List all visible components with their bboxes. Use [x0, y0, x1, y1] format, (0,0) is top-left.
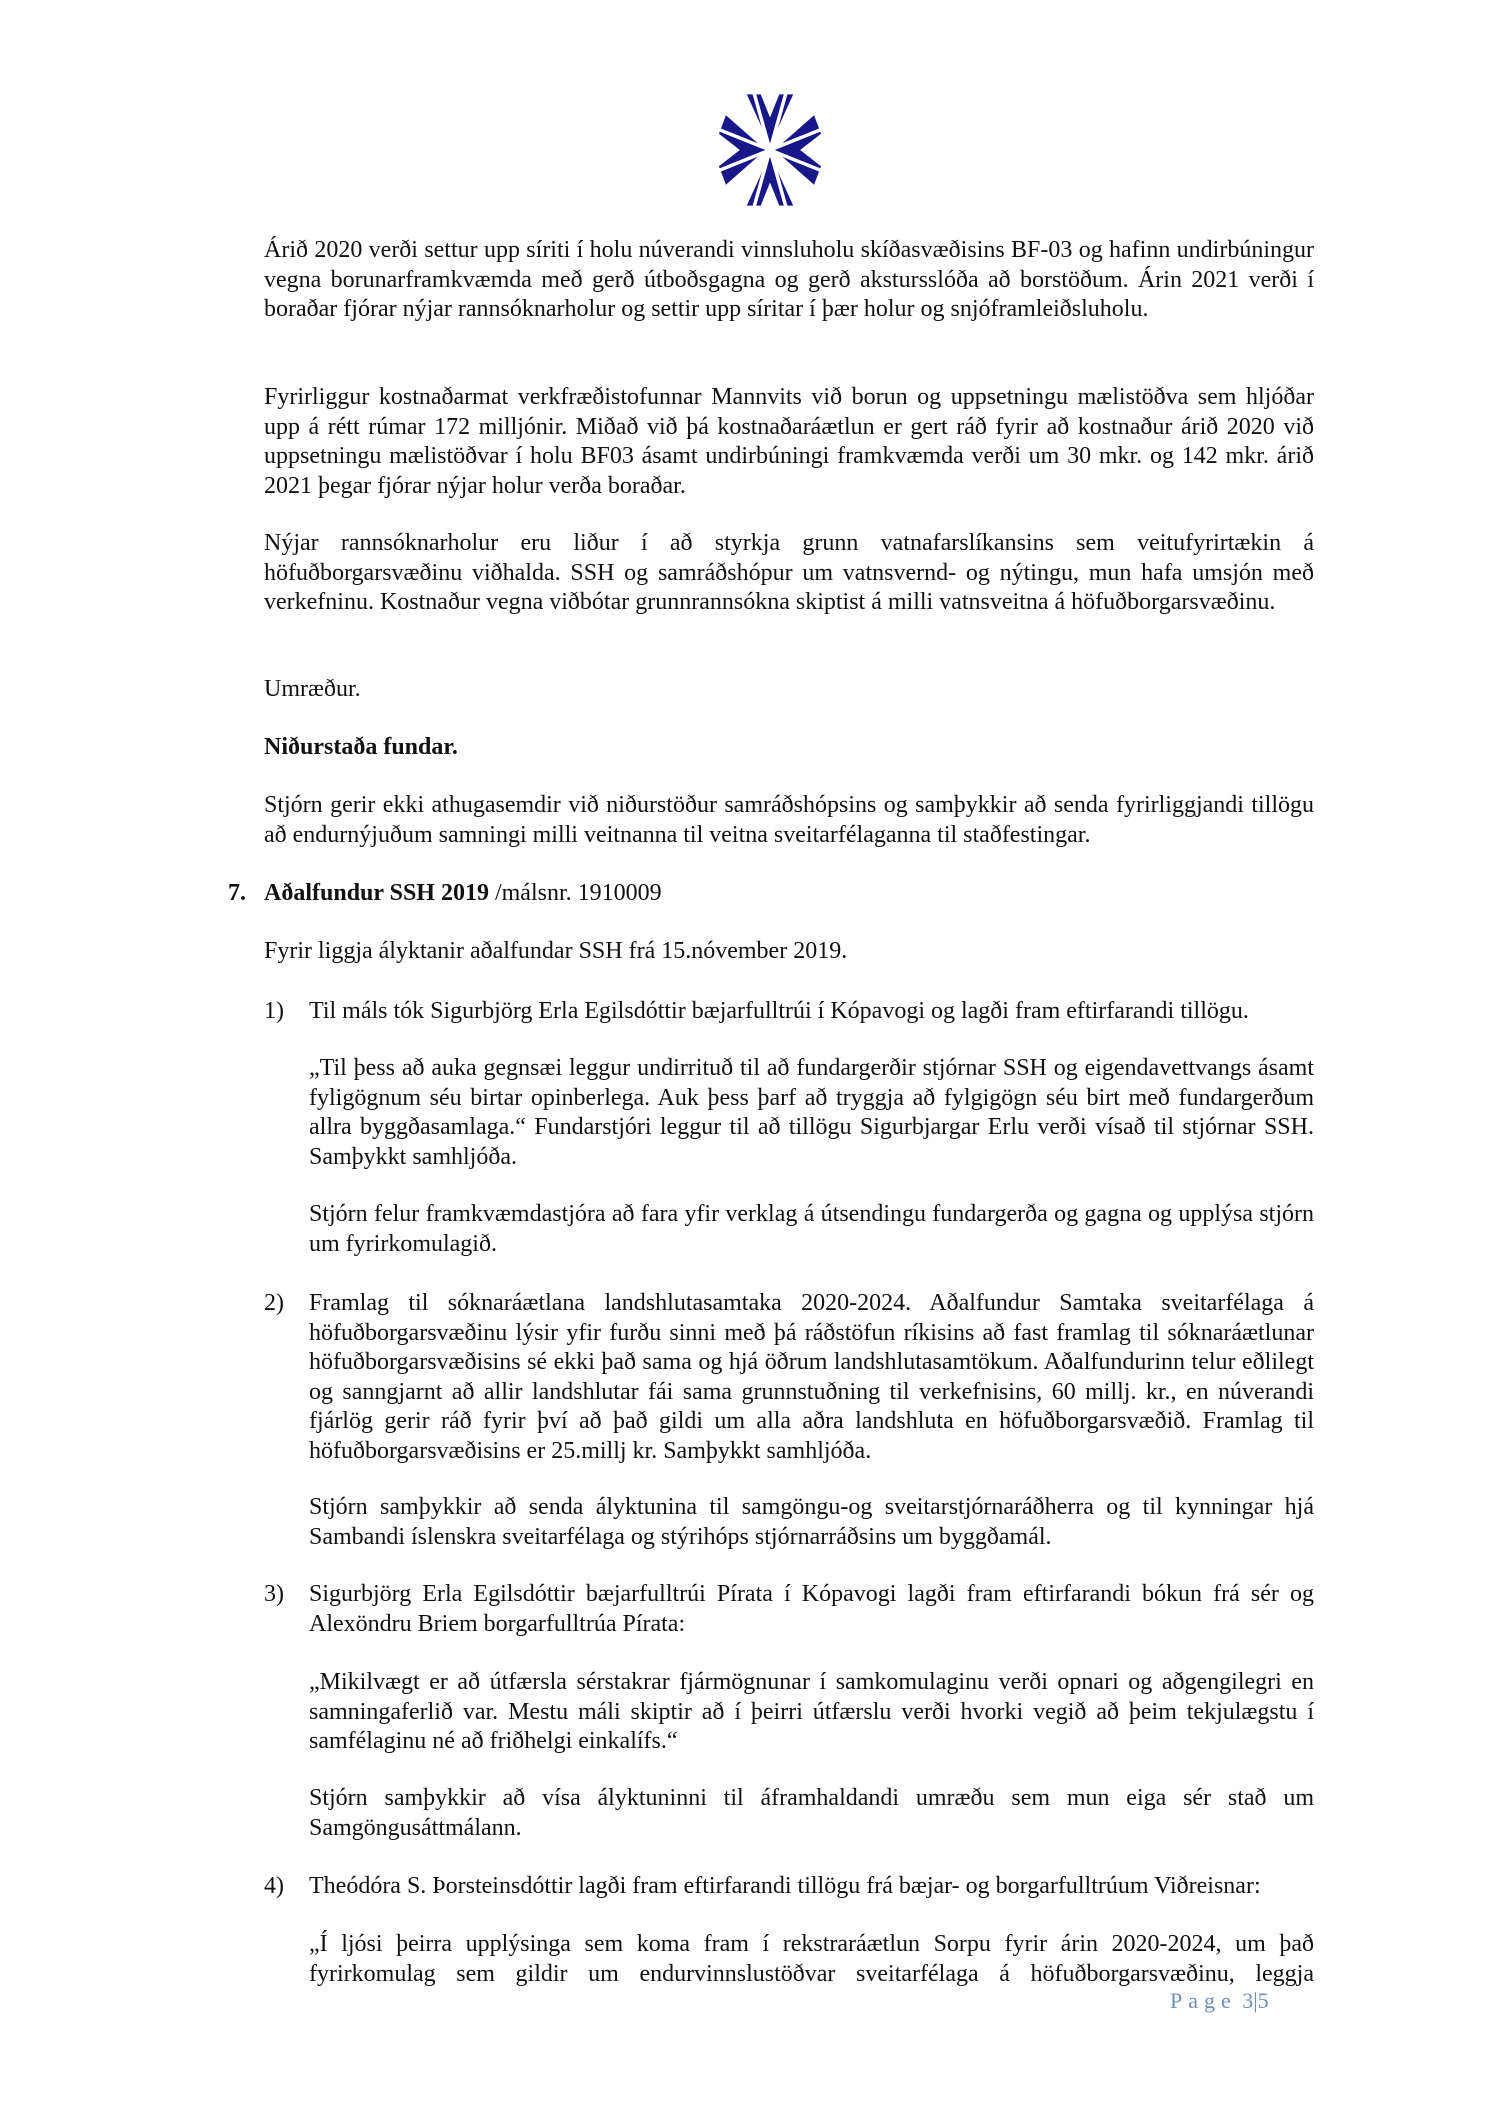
page-total: 5: [1257, 1988, 1269, 2013]
conclusion-heading: Niðurstaða fundar.: [264, 734, 458, 760]
section-intro: Fyrir liggja ályktanir aðalfundar SSH frá 15.nóvember 2019.: [264, 938, 848, 964]
section-heading: [264, 879, 1314, 909]
item-number: 3): [264, 1581, 284, 1607]
item-decision: Stjórn samþykkir að senda ályktunina til samgöngu-og sveitarstjórnaráðherra og til kynningar hjá Sambandi íslenskra sveitarfélaga og stýrihóps stjórnarráðsins um byggðamál.: [309, 1494, 1314, 1550]
item-decision: Stjórn samþykkir að vísa ályktuninni til áframhaldandi umræðu sem mun eiga sér stað um Samgöngusáttmálann.: [309, 1785, 1314, 1841]
item-text: Framlag til sóknaráætlana landshlutasamtaka 2020-2024. Aðalfundur Samtaka sveitarfélaga á höfuðborgarsvæðinu lýsir yfir furðu sinni með þá ráðstöfun ríkisins að fast framlag til sóknaráætlunar höfuðborgarsvæðisins sé ekki það sama og hjá öðrum landshlutasamtökum. Aðalfundurinn telur eðlilegt og sanngjarnt að allir landshlutar fái sama grunnstuðning til verkefnisins, 60 millj. kr., en núverandi fjárlög gerir ráð fyrir því að það gildi um alla aðra landshluta en höfuðborgarsvæðið. Framlag til höfuðborgarsvæðisins er 25.millj kr. Samþykkt samhljóða.: [309, 1290, 1314, 1464]
conclusion-text: Stjórn gerir ekki athugasemdir við niðurstöður samráðshópsins og samþykkir að senda fyrirliggjandi tillögu að endurnýjuðum samningi milli veitnanna til veitna sveitarfélaganna til staðfestingar.: [264, 792, 1314, 848]
page-current: 3: [1242, 1988, 1254, 2013]
discussion-label: Umræður.: [264, 676, 361, 702]
item-text: Til máls tók Sigurbjörg Erla Egilsdóttir bæjarfulltrúi í Kópavogi og lagði fram eftirfarandi tillögu.: [309, 998, 1249, 1024]
item-number: 1): [264, 998, 284, 1024]
item-number: 4): [264, 1873, 284, 1899]
page-number: Page 3|5: [1170, 1988, 1269, 2013]
item-quote: „Í ljósi þeirra upplýsinga sem koma fram í rekstraráætlun Sorpu fyrir árin 2020-2024, um það fyrirkomulag sem gildir um endurvinnslustöðvar sveitarfélaga á höfuðborgarsvæðinu, leggja: [309, 1931, 1314, 1987]
case-number: /málsnr. 1910009: [488, 880, 662, 906]
item-text: Sigurbjörg Erla Egilsdóttir bæjarfulltrúi Pírata í Kópavogi lagði fram eftirfarandi bókun frá sér og Alexöndru Briem borgarfulltrúa Pírata:: [309, 1581, 1314, 1637]
section-title: Aðalfundur SSH 2019: [264, 880, 489, 906]
paragraph-monitoring-plan: Árið 2020 verði settur upp síriti í holu núverandi vinnsluholu skíðasvæðisins BF-03 og hafinn undirbúningur vegna borunarframkvæmda með gerð útboðsgagna og gerð akstursslóða að borstöðum. Árin 2021 verði í boraðar fjórar nýjar rannsóknarholur og settir upp síritar í þær holur og snjóframleiðsluholu.: [264, 237, 1314, 322]
item-quote: „Mikilvægt er að útfærsla sérstakrar fjármögnunar í samkomulaginu verði opnari og aðgengilegri en samningaferlið var. Mestu máli skiptir að í þeirri útfærslu verði hvorki vegið að þeim tekjulægstu í samfélaginu né að friðhelgi einkalífs.“: [309, 1669, 1314, 1754]
page-label: Page: [1170, 1988, 1237, 2013]
paragraph-cost-estimate: Fyrirliggur kostnaðarmat verkfræðistofunnar Mannvits við borun og uppsetningu mælistöðva sem hljóðar upp á rétt rúmar 172 milljónir. Miðað við þá kostnaðaráætlun er gert ráð fyrir að kostnaður árið 2020 við uppsetningu mælistöðvar í holu BF03 ásamt undirbúningi framkvæmda verði um 30 mkr. og 142 mkr. árið 2021 þegar fjórar nýjar holur verða boraðar.: [264, 384, 1314, 499]
item-text: Theódóra S. Þorsteinsdóttir lagði fram eftirfarandi tillögu frá bæjar- og borgarfulltrúum Viðreisnar:: [309, 1873, 1261, 1899]
ssh-snowflake-logo: [712, 92, 828, 208]
section-number: 7.: [228, 880, 246, 906]
item-decision: Stjórn felur framkvæmdastjóra að fara yfir verklag á útsendingu fundargerða og gagna og upplýsa stjórn um fyrirkomulagið.: [309, 1201, 1314, 1257]
item-number: 2): [264, 1290, 284, 1316]
item-quote: „Til þess að auka gegnsæi leggur undirrituð til að fundargerðir stjórnar SSH og eigendavettvangs ásamt fyligögnum séu birtar opinberlega. Auk þess þarf að tryggja að fylgigögn séu birt með fundargerðum allra byggðasamlaga.“ Fundarstjóri leggur til að tillögu Sigurbjargar Erlu verði vísað til stjórnar SSH. Samþykkt samhljóða.: [309, 1055, 1314, 1170]
paragraph-research-wells: Nýjar rannsóknarholur eru liður í að styrkja grunn vatnafarslíkansins sem veitufyrirtækin á höfuðborgarsvæðinu viðhalda. SSH og samráðshópur um vatnsvernd- og nýtingu, mun hafa umsjón með verkefninu. Kostnaður vegna viðbótar grunnrannsókna skiptist á milli vatnsveitna á höfuðborgarsvæðinu.: [264, 530, 1314, 615]
